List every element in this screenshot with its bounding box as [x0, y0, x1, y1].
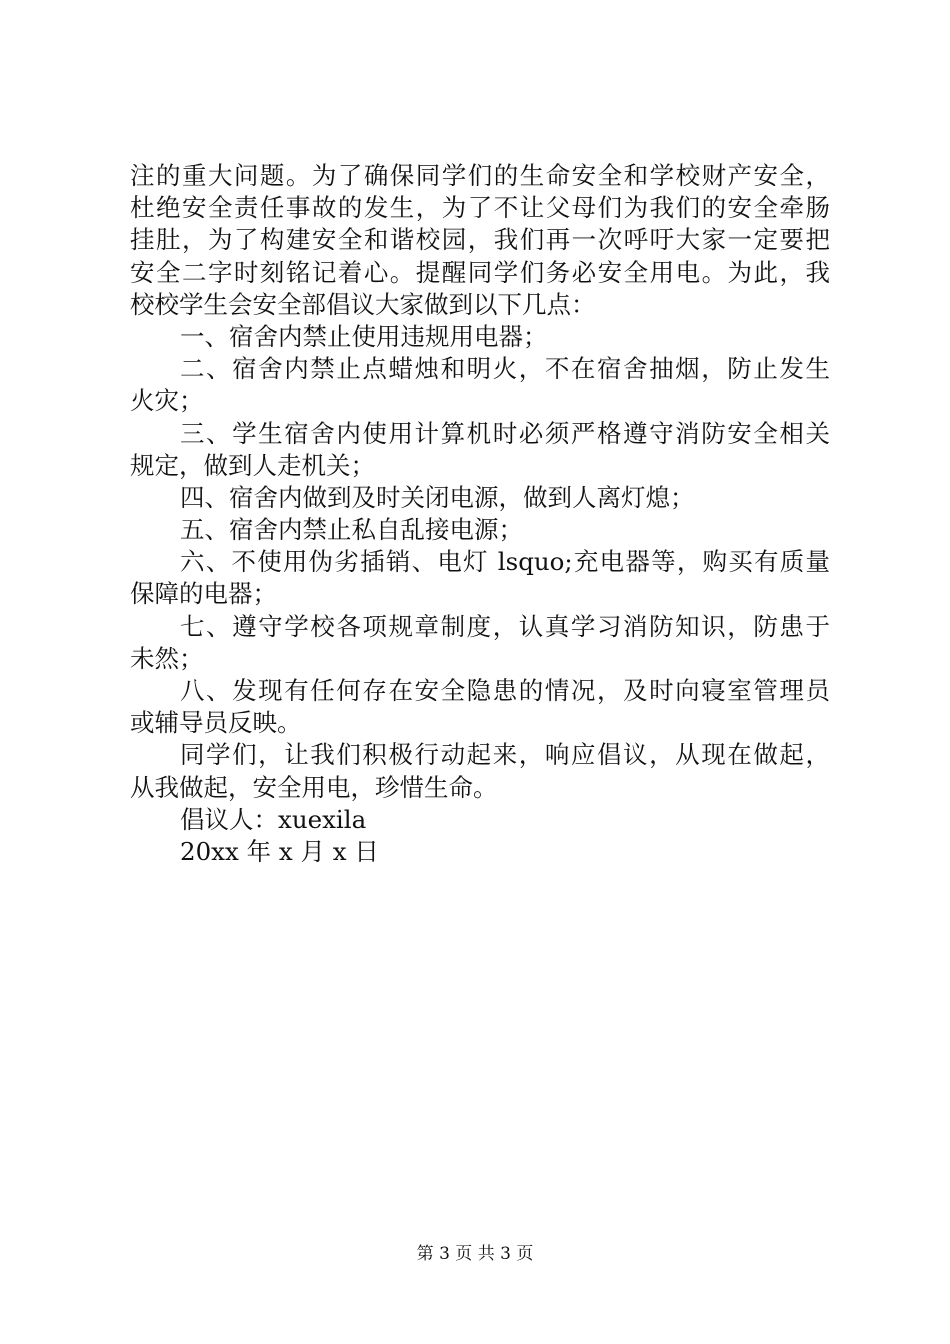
list-item-7-continued: 未然；	[130, 643, 204, 673]
list-item-6: 六、不使用伪劣插销、电灯 lsquo;充电器等，购买有质量	[180, 547, 830, 577]
list-item-3-continued: 规定，做到人走机关；	[130, 450, 375, 480]
list-item-4: 四、宿舍内做到及时关闭电源，做到人离灯熄；	[180, 482, 695, 512]
closing-line-continued: 从我做起，安全用电，珍惜生命。	[130, 772, 498, 802]
list-item-6-continued: 保障的电器；	[130, 579, 277, 609]
text-line: 挂肚，为了构建安全和谐校园，我们再一次呼吁大家一定要把	[130, 225, 830, 255]
closing-line: 同学们，让我们积极行动起来，响应倡议，从现在做起，	[180, 740, 830, 770]
list-item-2-continued: 火灾；	[130, 386, 204, 416]
text-line: 注的重大问题。为了确保同学们的生命安全和学校财产安全，	[130, 161, 830, 190]
text-line: 杜绝安全责任事故的发生，为了不让父母们为我们的安全牵肠	[130, 193, 830, 223]
list-item-8-continued: 或辅导员反映。	[130, 708, 302, 738]
list-item-3: 三、学生宿舍内使用计算机时必须严格遵守消防安全相关	[180, 418, 830, 448]
list-item-5: 五、宿舍内禁止私自乱接电源；	[180, 515, 523, 545]
document-date: 20xx 年 x 月 x 日	[180, 836, 379, 866]
list-item-2: 二、宿舍内禁止点蜡烛和明火，不在宿舍抽烟，防止发生	[180, 354, 830, 384]
list-item-7: 七、遵守学校各项规章制度，认真学习消防知识，防患于	[180, 611, 830, 641]
document-body	[130, 160, 830, 868]
list-item-1: 一、宿舍内禁止使用违规用电器；	[180, 321, 548, 351]
list-item-8: 八、发现有任何存在安全隐患的情况，及时向寝室管理员	[180, 676, 830, 705]
page-number-footer: 第 3 页 共 3 页	[416, 1244, 534, 1264]
text-line: 校校学生会安全部倡议大家做到以下几点：	[130, 289, 596, 319]
text-line: 安全二字时刻铭记着心。提醒同学们务必安全用电。为此，我	[130, 257, 830, 287]
initiator-signature: 倡议人：xuexila	[180, 804, 367, 834]
